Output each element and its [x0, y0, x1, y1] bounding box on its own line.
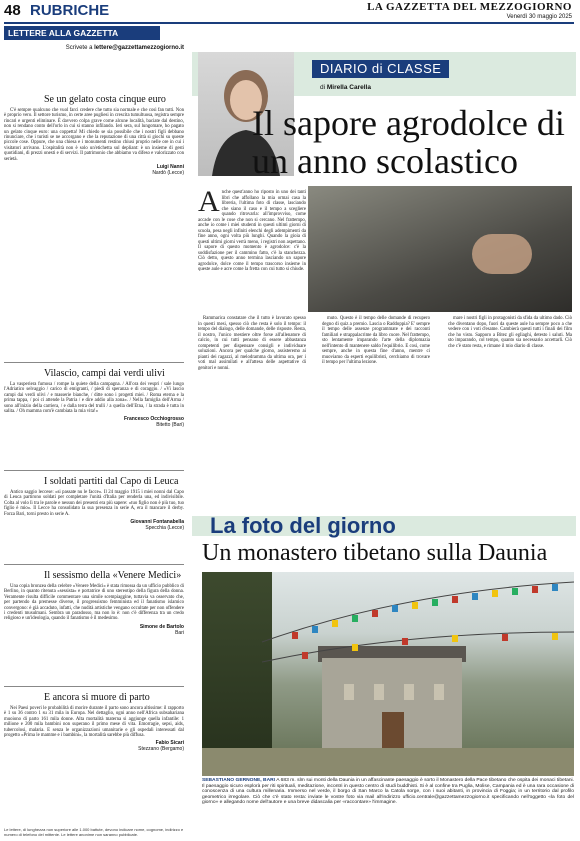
letter-body: Nei Paesi poveri le probabilità di morire durante il parto sono ancora altissime: il rapporto è 1 su 36 contro 1 su 31 mila in Europa. Nel dettaglio, ogni anno nell'Africa subsahariana muoiono di parto 161 mila donne. Alta mortalità materna si aggiunge quella infantile: 1 milione e 200 mila bambini non superano il primo mese di vita. Emorragie, sepsi, aids, tubercolosi, malaria. E senza le organizzazioni umanitarie e gli ospedali interessati dal progetto «Prima le mamme e i bambini», la mortalità sarebbe più diffusa.	[4, 706, 184, 739]
letter-signature: Simone de Bartolo	[139, 623, 184, 630]
monastery-photo	[202, 572, 574, 776]
column-text: Rammarica constatare che il tutto è lavorato spesso in questi mesi, spesso ciò che resta è solo il tempo: il tempo del dialogo, delle domande, delle risposte. Resta, il nostro, l'unico mestiere oltre forse all'allenatore di calcio, in cui tutti pensano di essere abbastanza competenti per dispensare consigli e individuare soluzioni. Ancora per qualche giorno, assisteremo ai pianti dei ragazzi, al melodramma da ultima ora, per i voti mal assimilati e all'attesa delle aspettative di genitori e nonni.	[198, 316, 306, 371]
letter-body: La vasperiera fumosa / rompe la quiete della campagna. / All'ora dei vespri / sale lungo l'Adriatico selvaggio / carico di emigranti, / piedi di speranza e di coraggio. / «Vi lascio campi dai verdi ulivi / e masserie bianche, / ditte sono i progetti miei. / Roma eterna e la prima tappa, / poi ci attende la Patria / e dire addio alla zona». / Nella famiglia dell'Arma / sono all'inizio della carriera, / e dalla terra del trulli / a quella dell'Etna, / la strada è tutta in salita. / Oh mamma com'è cambiata la mia vita!»	[4, 382, 184, 415]
article-column-2	[198, 316, 306, 373]
prayer-flags-icon	[202, 572, 574, 776]
section-title: RUBRICHE	[30, 2, 110, 19]
write-prefix: Scrivete a	[65, 45, 93, 51]
caption-author: SEBASTIANO GERNONE, BARI	[202, 778, 276, 783]
article-column-1	[198, 185, 306, 273]
letter-body: Una copia bronzea della celebre «Venere Medici» è stata rimossa da un ufficio pubblico di Berlino, in quanto ritenuta «sessista» e portatrice di uno stereotipo della figura della donna. Veramente risulta difficile commentare una simile scempiaggine, tuttavia va osservato che, per partendo da premesse diverse, il progressismo femminista ed il fanatismo islamico convergono: è già accaduto, infatti, che nudità artistiche vengano occultate per non offendere i credenti musulmani. Sembra un paradosso, ma non lo è: non c'è differenza tra un credo religioso e un'ideologia, quando il fanatismo è il medesimo.	[4, 584, 184, 622]
letter-place: Stezzano (Bergamo)	[138, 746, 184, 753]
column-text: mare i nostri figli in protagonisti da sfida da ultimo dado. Ciò che diventano dopo, fuori da queste aule ha sempre poco a che vedere con i voti d'esame. Cambierà questi tutti i finali dei film che ho visto. Sapporo a Bitez gli egliaghi, detesto i saluti. Ma sto imparando, col tempo, quanto sia necessario accettarli. Ciò che c'è stato resta, e rimane il mio diario di classe.	[448, 316, 572, 349]
page-number: 48	[4, 2, 21, 19]
photo-caption	[202, 778, 574, 806]
letter-divider	[4, 686, 184, 687]
article-column-3	[322, 316, 430, 368]
letter-signature: Fabio Sicari	[155, 740, 184, 747]
letter-divider	[4, 564, 184, 565]
letter-place: Bari	[175, 629, 184, 636]
issue-date: Venerdì 30 maggio 2025	[506, 14, 572, 20]
letter-body: C'è sempre qualcuno che vuol farci credere che tutto sia normale e che così fan tutti. Non è proprio vero. Il settore turismo, in certe aree pugliesi in crescita tumultuosa, registra sempre rincari e urgenti eliminare. È davvero colpa grave come alcune località, baciate dal destino, non si rendano conto dell'orlo in cui si stanno infilando. Ieri sera, sul lungomare, ho pagato un gelato cinque euro: una coppetta! Mi chiedo se sia possibile che i nostri figli debbano rinunciare, che i turisti se ne accorgano e che la reputazione di una città si giochi su queste piccole cose. Oppure, che una chiesa e i monumenti restino chiusi proprio nelle ore in cui i visitatori arrivano. L'ospitalità non è solo un'etichetta sul depliant: è un insieme di gesti quotidiani, di prezzi onesti e di servizi. Il patrimonio che abbiamo va difeso e valorizzato con serietà.	[4, 108, 184, 162]
article-title: Il sapore agrodolce di un anno scolastico	[252, 103, 565, 181]
newspaper-name: LA GAZZETTA DEL MEZZOGIORNO	[367, 1, 572, 13]
column-text: nche quest'anno ho riposto in uno dei tanti libri che affollano la mia ormai casa la libreria, l'ultima foto di classe, lasciando che siano il caso e il tempo a scegliere quando ritrovarla: all'improvviso, come accade con le cose che non si cercano. Nel frattempo, anche io come i miei studenti in questi ultimi giorni di scuola, pesa negli infiniti elenchi degli adempimenti da fine anno, ogni volta più lunghi. Quando la gioia di questi ultimi giorni verrà meno, i registri non aspettano. Il sapore di questo momento è agrodolce: c'è la soddisfazione per il cammino fatto, c'è la stanchezza. Ciò detto, questo anno termina lasciando un sapore agrodolce, dolce come il tempo trascorso insieme in queste aule e acre come la fretta con cui tutto si chiude.	[198, 190, 306, 272]
letter-title: I soldati partiti dal Capo di Leuca	[44, 476, 179, 487]
letters-section-bar: LETTERE ALLA GAZZETTA	[4, 26, 160, 40]
letter-title: E ancora si muore di parto	[44, 692, 150, 703]
article-column-4	[448, 316, 572, 351]
letter-2	[4, 368, 184, 428]
letter-place: Nardò (Lecce)	[152, 170, 184, 177]
letters-email-link[interactable]: lettere@gazzettamezzogiorno.it	[94, 45, 184, 51]
classroom-photo	[308, 186, 572, 312]
letter-4	[4, 570, 184, 636]
letter-signature: Giovanni Fontanabella	[130, 519, 184, 526]
letter-signature: Francesco Occhiogrosso	[123, 416, 184, 423]
letter-body: Antico saggio leccese: «si passate nu le facce». Il 24 maggio 1915 i miei nonni dal Capo di Leuca partirono soldati per completare l'unità d'Italia per renderla una, ed indivisibile. Colta al volo lì tra le parole e nessun dei presenti era più sapere: «tuo figlio non è più tuo, tuo figlio è mio». Il Lecce ha consolidato la sua presenza in serie A, era il mancare il derby. Forza Bari, torni presto in serie A.	[4, 490, 184, 517]
caption-text: A 683 m. slm sui monti della Daunia in un affascinante paesaggio è sorto il Monastero della Pace tibetano che ospita dei monaci tibetani. Il paesaggio sicuro esplorà per riti spirituali, meditazione, incontri in questo centro di studi buddhisti. Si è al confine tra Puglia, Molise, Campania ed è una rara occasione di conoscenza di una cultura millenaria. Immerso nel verde, il borgo di San Marco la Catola sorge, con i suoi abitanti, in provincia di Foggia; in un territorio dal profilo geometrico irregolare. Ciò che c'è stato resta: inviate le vostre foto via mail all'indirizzo ufficio.centrale@gazzettamezzogiorno.it specificando nell'oggetto «la foto del giorno» e allegando nome dell'autore e una breve didascalia per «raccontare» l'immagine.	[202, 778, 575, 806]
letter-title: Se un gelato costa cinque euro	[44, 94, 166, 105]
letter-divider	[4, 362, 184, 363]
author-prefix: di	[320, 84, 326, 91]
letter-1	[4, 94, 184, 176]
author-name: Mirella Carella	[326, 84, 371, 91]
foto-label: La foto del giorno	[210, 513, 396, 538]
diario-badge: DIARIO di CLASSE	[312, 60, 449, 78]
letters-footnote: Le lettere, di lunghezza non superiore alle 1.000 battute, devono indicare nome, cognome, indirizzo e numero di telefono del mittente. Le lettere anonime non saranno pubblicate.	[4, 827, 184, 837]
letter-signature: Luigi Nanni	[156, 164, 184, 171]
letter-divider	[4, 470, 184, 471]
column-text: muto. Questo è il tempo delle domande di recupero degno di quiz a premio. Lascia o Raddoppia? E' sempre il tempo delle assenze programmate e dei racconti familiari e strappalacrime da libro cuore. Nel frattempo, sto lentamente imparando l'arte della diplomazia nell'intento di mantenere saldo l'equilibrio. E così, come sempre, anche in questa fine d'anno, mentre ci muoviamo da esperti equilibristi, cerchiamo di trovare il tempo per l'ultima lezione.	[322, 316, 430, 365]
write-to-line	[4, 45, 184, 51]
letter-3	[4, 476, 184, 531]
letter-title: Il sessismo della «Venere Medici»	[44, 570, 182, 581]
foto-title: Un monastero tibetano sulla Daunia	[202, 540, 548, 566]
drop-cap: A	[198, 185, 220, 218]
letter-title: Vilascio, campi dai verdi ulivi	[44, 368, 165, 379]
letter-place: Bitetto (Bari)	[156, 422, 184, 429]
header-rule	[4, 22, 574, 24]
diario-author-line	[320, 84, 371, 91]
letter-5	[4, 692, 184, 752]
letter-place: Specchia (Lecce)	[145, 525, 184, 532]
